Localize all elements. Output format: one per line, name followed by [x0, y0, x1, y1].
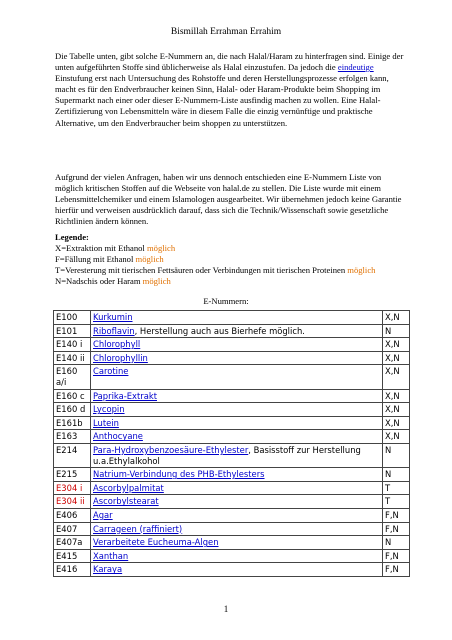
- e-number-code: E160 a/i: [54, 365, 91, 389]
- e-number-code: E416: [54, 563, 91, 577]
- e-number-code: E415: [54, 549, 91, 563]
- table-row: [54, 311, 410, 325]
- e-number-name-cell: [91, 549, 383, 563]
- classification-code: X,N: [383, 416, 410, 430]
- e-number-code: E304 i: [54, 481, 91, 495]
- e-number-name-link[interactable]: Xanthan: [93, 550, 129, 561]
- e-number-name-link[interactable]: Lutein: [93, 417, 119, 428]
- e-number-code: E101: [54, 324, 91, 338]
- e-number-code: E100: [54, 311, 91, 325]
- table-row: [54, 443, 410, 467]
- e-number-name-link[interactable]: Ascorbylpalmitat: [93, 482, 164, 493]
- legend-flag: möglich: [146, 243, 176, 254]
- e-number-code: E163: [54, 430, 91, 444]
- table-row: [54, 351, 410, 365]
- e-number-name-link[interactable]: Lycopin: [93, 404, 125, 415]
- e-number-code: E140 i: [54, 338, 91, 352]
- e-number-code: E214: [54, 443, 91, 467]
- e-number-name-cell: [91, 324, 383, 338]
- table-row: [54, 338, 410, 352]
- e-number-code: E407: [54, 522, 91, 536]
- classification-code: X,N: [383, 338, 410, 352]
- classification-code: X,N: [383, 389, 410, 403]
- e-number-name-cell: [91, 365, 383, 389]
- table-row: [54, 389, 410, 403]
- intro-paragraph-2: Aufgrund der vielen Anfragen, haben wir uns dennoch entschieden eine E-Nummern Liste von möglich kritischen Stoffen auf die Webseite von halal.de zu stellen. Die Liste wurde mit einem Lebensmittelchemiker und einem Islamologen ausgearbeitet. Wir übernehmen jedoch keine Garantie hierfür und verweisen ausdrücklich darauf, dass sich die Technik/Wissenschaft sowie gesetzliche Richtlinien ändern können.: [55, 172, 402, 227]
- classification-code: F,N: [383, 522, 410, 536]
- legend-item: T=Veresterung mit tierischen Fettsäuren oder Verbindungen mit tierischen Proteinen möglich: [55, 265, 376, 276]
- legend-heading: Legende:: [55, 232, 89, 242]
- e-number-name-link[interactable]: Verarbeitete Eucheuma-Algen: [93, 537, 219, 548]
- e-number-name-link[interactable]: Kurkumin: [93, 312, 133, 322]
- e-number-name-cell: [91, 481, 383, 495]
- e-number-name-cell: [91, 495, 383, 509]
- legend-item: X=Extraktion mit Ethanol möglich: [55, 243, 176, 254]
- e-number-name-cell: [91, 311, 383, 325]
- table-row: [54, 563, 410, 577]
- e-number-name-cell: [91, 403, 383, 417]
- table-caption: E-Nummern:: [203, 296, 249, 306]
- e-number-name-link[interactable]: Carrageen (raffiniert): [93, 523, 183, 534]
- e-number-name-cell: [91, 508, 383, 522]
- table-row: [54, 495, 410, 509]
- table-row: [54, 324, 410, 338]
- e-number-name-cell: [91, 351, 383, 365]
- legend-flag: möglich: [135, 254, 164, 265]
- table-row: [54, 522, 410, 536]
- e-number-name-cell: [91, 389, 383, 403]
- table-row: [54, 536, 410, 550]
- legend-flag: möglich: [347, 265, 376, 276]
- classification-code: N: [383, 536, 410, 550]
- e-number-name-cell: [91, 522, 383, 536]
- classification-code: F,N: [383, 563, 410, 577]
- e-number-name-cell: [91, 443, 383, 467]
- e-number-code: E140 ii: [54, 351, 91, 365]
- e-number-name-cell: [91, 536, 383, 550]
- e-number-name-link[interactable]: Karaya: [93, 564, 123, 575]
- table-row: [54, 416, 410, 430]
- e-number-code: E160 d: [54, 403, 91, 417]
- classification-code: X,N: [383, 365, 410, 389]
- classification-code: N: [383, 468, 410, 482]
- table-row: [54, 481, 410, 495]
- intro-paragraph-1: [55, 51, 410, 129]
- e-number-name-link[interactable]: Natrium-Verbindung des PHB-Ethylesters: [93, 469, 265, 480]
- e-number-name-cell: [91, 430, 383, 444]
- table-row: [54, 468, 410, 482]
- page-number: 1: [223, 604, 229, 614]
- e-number-code: E161b: [54, 416, 91, 430]
- classification-code: X,N: [383, 430, 410, 444]
- e-number-code: E215: [54, 468, 91, 482]
- e-number-name-cell: [91, 338, 383, 352]
- intro-text-b: Einstufung erst nach Untersuchung des Rohstoffe und deren Herstellungsprozesse erfolgen kann, macht es für den Endverbraucher keinen Sinn, Halal- oder Haram-Produkte beim Shopping im Supermarkt nach einer oder dieser E-Nummern-Liste ausfindig machen zu wollen. Eine Halal-Zertifizierung von Lebensmitteln wäre in diesem Falle die einzig vernünftige und praktische Alternative, um den Endverbraucher beim shoppen zu unterstützen.: [55, 73, 389, 128]
- classification-code: X,N: [383, 351, 410, 365]
- e-number-code: E406: [54, 508, 91, 522]
- e-number-name-link[interactable]: Chlorophyll: [93, 339, 141, 350]
- e-number-name-link[interactable]: Paprika-Extrakt: [93, 390, 157, 401]
- e-number-name-link[interactable]: Chlorophyllin: [93, 352, 148, 363]
- e-number-name-cell: [91, 468, 383, 482]
- table-row: [54, 508, 410, 522]
- table-row: [54, 430, 410, 444]
- intro-text-a: Die Tabelle unten, gibt solche E-Nummern an, die nach Halal/Haram zu hinterfragen sind. Einige der unten aufgeführten Stoffe sind üblicherweise als Halal einzustufen. Da jedoch die: [55, 51, 404, 73]
- e-number-name-cell: [91, 416, 383, 430]
- classification-code: F,N: [383, 549, 410, 563]
- legend: [55, 232, 415, 287]
- eindeutige-link[interactable]: eindeutige: [337, 62, 374, 73]
- e-number-name-link[interactable]: Carotine: [93, 366, 129, 377]
- classification-code: X,N: [383, 403, 410, 417]
- e-number-name-link[interactable]: Ascorbylstearat: [93, 496, 159, 507]
- classification-code: X,N: [383, 311, 410, 325]
- e-number-name-link[interactable]: Riboflavin: [93, 325, 135, 336]
- legend-item: N=Nadschis oder Haram möglich: [55, 276, 171, 287]
- e-number-name-link[interactable]: Agar: [93, 509, 113, 520]
- classification-code: T: [383, 495, 410, 509]
- table-row: [54, 365, 410, 389]
- table-row: [54, 549, 410, 563]
- table-row: [54, 403, 410, 417]
- classification-code: T: [383, 481, 410, 495]
- page-title: Bismillah Errahman Errahim: [170, 27, 282, 37]
- e-number-code: E407a: [54, 536, 91, 550]
- e-number-name-link[interactable]: Anthocyane: [93, 431, 143, 442]
- classification-code: N: [383, 443, 410, 467]
- e-number-name-cell: [91, 563, 383, 577]
- e-numbers-table: [53, 310, 410, 577]
- e-number-note: , Basisstoff zur Herstellung u.a.Ethylalkohol: [93, 444, 361, 466]
- classification-code: F,N: [383, 508, 410, 522]
- e-number-code: E304 ii: [54, 495, 91, 509]
- legend-flag: möglich: [142, 276, 171, 287]
- e-number-code: E160 c: [54, 389, 91, 403]
- e-number-note: , Herstellung auch aus Bierhefe möglich.: [134, 325, 305, 336]
- legend-item: F=Fällung mit Ethanol möglich: [55, 254, 164, 265]
- classification-code: N: [383, 324, 410, 338]
- e-number-name-link[interactable]: Para-Hydroxybenzoesäure-Ethylester: [93, 444, 249, 455]
